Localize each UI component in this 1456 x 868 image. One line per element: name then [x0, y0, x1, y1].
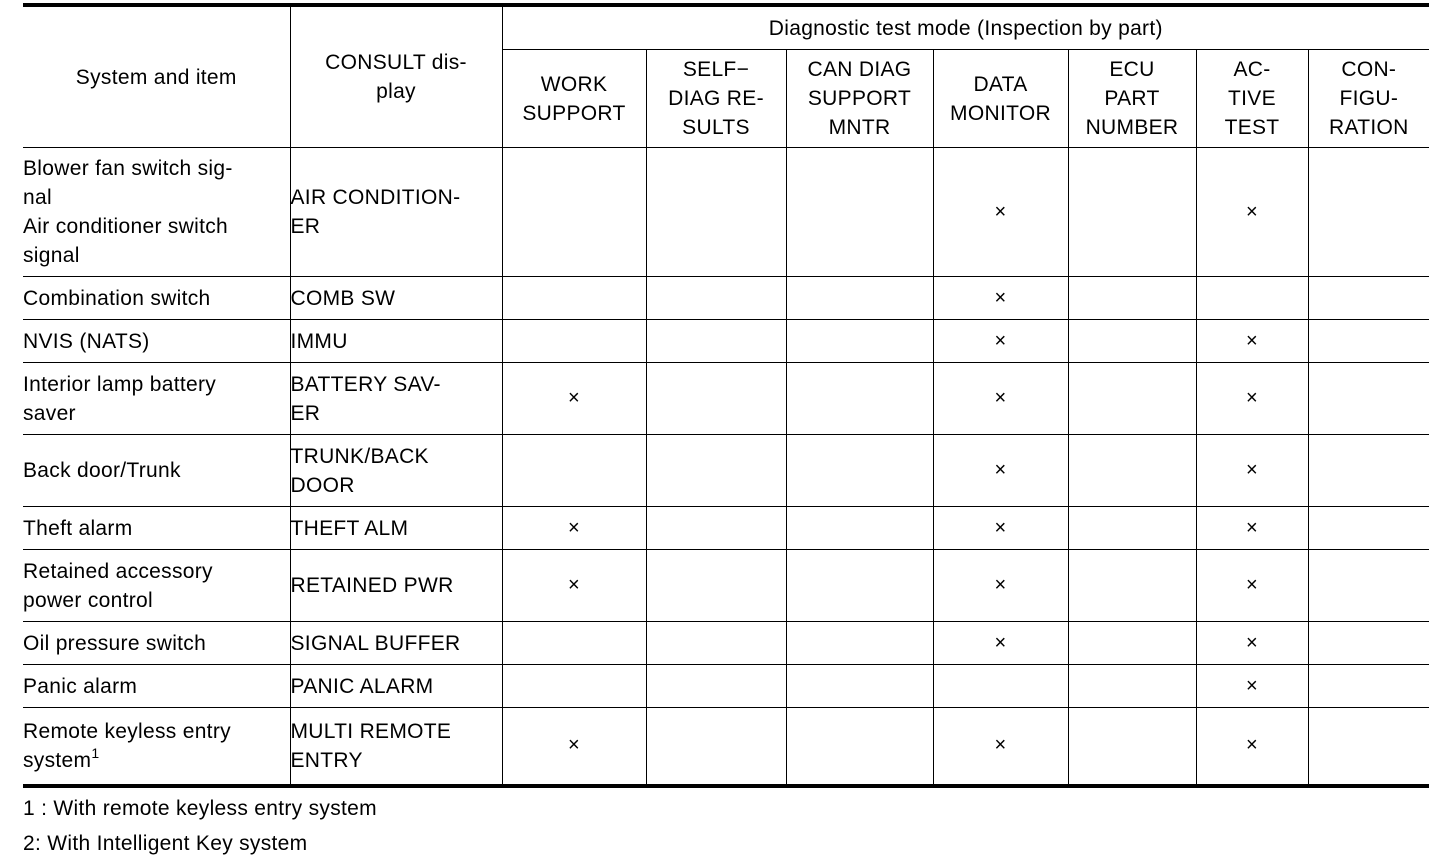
mark-work-support	[502, 435, 646, 507]
system-item: Panic alarm	[23, 665, 290, 708]
table-row	[23, 507, 1429, 550]
footnote-ref: 1	[91, 744, 100, 761]
consult-display: BATTERY SAV- ER	[290, 363, 502, 435]
header-self-diag-results: SELF− DIAG RE- SULTS	[646, 50, 786, 148]
mark-self-diag-results	[646, 622, 786, 665]
mark-ecu-part-number	[1068, 622, 1196, 665]
mark-work-support: ×	[502, 708, 646, 786]
mark-data-monitor: ×	[933, 148, 1068, 277]
mark-ecu-part-number	[1068, 277, 1196, 320]
mark-active-test: ×	[1196, 435, 1308, 507]
mark-self-diag-results	[646, 148, 786, 277]
mark-work-support	[502, 622, 646, 665]
table-row	[23, 277, 1429, 320]
mark-data-monitor: ×	[933, 435, 1068, 507]
consult-display: SIGNAL BUFFER	[290, 622, 502, 665]
mark-data-monitor: ×	[933, 320, 1068, 363]
header-consult-display: CONSULT dis- play	[290, 5, 502, 148]
table-row	[23, 665, 1429, 708]
consult-display: COMB SW	[290, 277, 502, 320]
consult-display: TRUNK/BACK DOOR	[290, 435, 502, 507]
mark-data-monitor	[933, 665, 1068, 708]
header-ecu-part-number: ECU PART NUMBER	[1068, 50, 1196, 148]
mark-ecu-part-number	[1068, 363, 1196, 435]
mark-can-diag-support-mntr	[786, 507, 933, 550]
mark-work-support	[502, 148, 646, 277]
consult-display: AIR CONDITION- ER	[290, 148, 502, 277]
table-row	[23, 363, 1429, 435]
table-row	[23, 435, 1429, 507]
mark-data-monitor: ×	[933, 277, 1068, 320]
mark-self-diag-results	[646, 277, 786, 320]
mark-data-monitor: ×	[933, 550, 1068, 622]
header-active-test: AC- TIVE TEST	[1196, 50, 1308, 148]
mark-active-test: ×	[1196, 622, 1308, 665]
mark-can-diag-support-mntr	[786, 622, 933, 665]
header-configuration: CON- FIGU- RATION	[1308, 50, 1429, 148]
mark-work-support: ×	[502, 550, 646, 622]
mark-configuration	[1308, 320, 1429, 363]
consult-display: IMMU	[290, 320, 502, 363]
mark-configuration	[1308, 622, 1429, 665]
mark-ecu-part-number	[1068, 435, 1196, 507]
mark-work-support: ×	[502, 363, 646, 435]
mark-data-monitor: ×	[933, 363, 1068, 435]
mark-work-support	[502, 665, 646, 708]
mark-self-diag-results	[646, 550, 786, 622]
consult-display: THEFT ALM	[290, 507, 502, 550]
header-work-support: WORK SUPPORT	[502, 50, 646, 148]
mark-work-support: ×	[502, 507, 646, 550]
mark-can-diag-support-mntr	[786, 320, 933, 363]
header-system-and-item: System and item	[23, 5, 290, 148]
mark-data-monitor: ×	[933, 708, 1068, 786]
consult-display: MULTI REMOTE ENTRY	[290, 708, 502, 786]
mark-self-diag-results	[646, 320, 786, 363]
footnote-2: 2: With Intelligent Key system	[23, 832, 308, 855]
mark-data-monitor: ×	[933, 622, 1068, 665]
mark-self-diag-results	[646, 708, 786, 786]
mark-configuration	[1308, 507, 1429, 550]
header-diagnostic-mode: Diagnostic test mode (Inspection by part)	[502, 5, 1429, 50]
mark-ecu-part-number	[1068, 320, 1196, 363]
table-row	[23, 622, 1429, 665]
system-item: Oil pressure switch	[23, 622, 290, 665]
diagnostic-mode-table	[23, 3, 1429, 788]
mark-self-diag-results	[646, 435, 786, 507]
mark-can-diag-support-mntr	[786, 148, 933, 277]
consult-display: PANIC ALARM	[290, 665, 502, 708]
header-data-monitor: DATA MONITOR	[933, 50, 1068, 148]
consult-display: RETAINED PWR	[290, 550, 502, 622]
mark-active-test: ×	[1196, 320, 1308, 363]
mark-can-diag-support-mntr	[786, 550, 933, 622]
table-row	[23, 320, 1429, 363]
mark-active-test	[1196, 277, 1308, 320]
table-row	[23, 708, 1429, 786]
mark-ecu-part-number	[1068, 665, 1196, 708]
system-item: Theft alarm	[23, 507, 290, 550]
system-item	[23, 708, 290, 786]
mark-active-test: ×	[1196, 708, 1308, 786]
mark-active-test: ×	[1196, 363, 1308, 435]
mark-can-diag-support-mntr	[786, 665, 933, 708]
mark-configuration	[1308, 665, 1429, 708]
mark-can-diag-support-mntr	[786, 363, 933, 435]
system-item: Interior lamp battery saver	[23, 363, 290, 435]
mark-ecu-part-number	[1068, 507, 1196, 550]
mark-configuration	[1308, 363, 1429, 435]
mark-active-test: ×	[1196, 507, 1308, 550]
mark-configuration	[1308, 277, 1429, 320]
mark-active-test: ×	[1196, 665, 1308, 708]
mark-ecu-part-number	[1068, 550, 1196, 622]
mark-work-support	[502, 277, 646, 320]
mark-can-diag-support-mntr	[786, 277, 933, 320]
system-item: Retained accessory power control	[23, 550, 290, 622]
table-row	[23, 550, 1429, 622]
mark-self-diag-results	[646, 665, 786, 708]
system-item: Combination switch	[23, 277, 290, 320]
mark-active-test: ×	[1196, 550, 1308, 622]
mark-active-test: ×	[1196, 148, 1308, 277]
mark-ecu-part-number	[1068, 708, 1196, 786]
mark-can-diag-support-mntr	[786, 435, 933, 507]
mark-ecu-part-number	[1068, 148, 1196, 277]
mark-self-diag-results	[646, 363, 786, 435]
mark-configuration	[1308, 148, 1429, 277]
system-item: NVIS (NATS)	[23, 320, 290, 363]
header-can-diag-support-mntr: CAN DIAG SUPPORT MNTR	[786, 50, 933, 148]
footnote-1: 1 : With remote keyless entry system	[23, 797, 377, 820]
mark-configuration	[1308, 550, 1429, 622]
mark-self-diag-results	[646, 507, 786, 550]
system-item: Blower fan switch sig- nal Air conditioner switch signal	[23, 148, 290, 277]
system-item: Back door/Trunk	[23, 435, 290, 507]
table-row	[23, 148, 1429, 277]
mark-configuration	[1308, 435, 1429, 507]
mark-work-support	[502, 320, 646, 363]
mark-data-monitor: ×	[933, 507, 1068, 550]
mark-can-diag-support-mntr	[786, 708, 933, 786]
system-item-text: Remote keyless entry system	[23, 719, 231, 772]
mark-configuration	[1308, 708, 1429, 786]
